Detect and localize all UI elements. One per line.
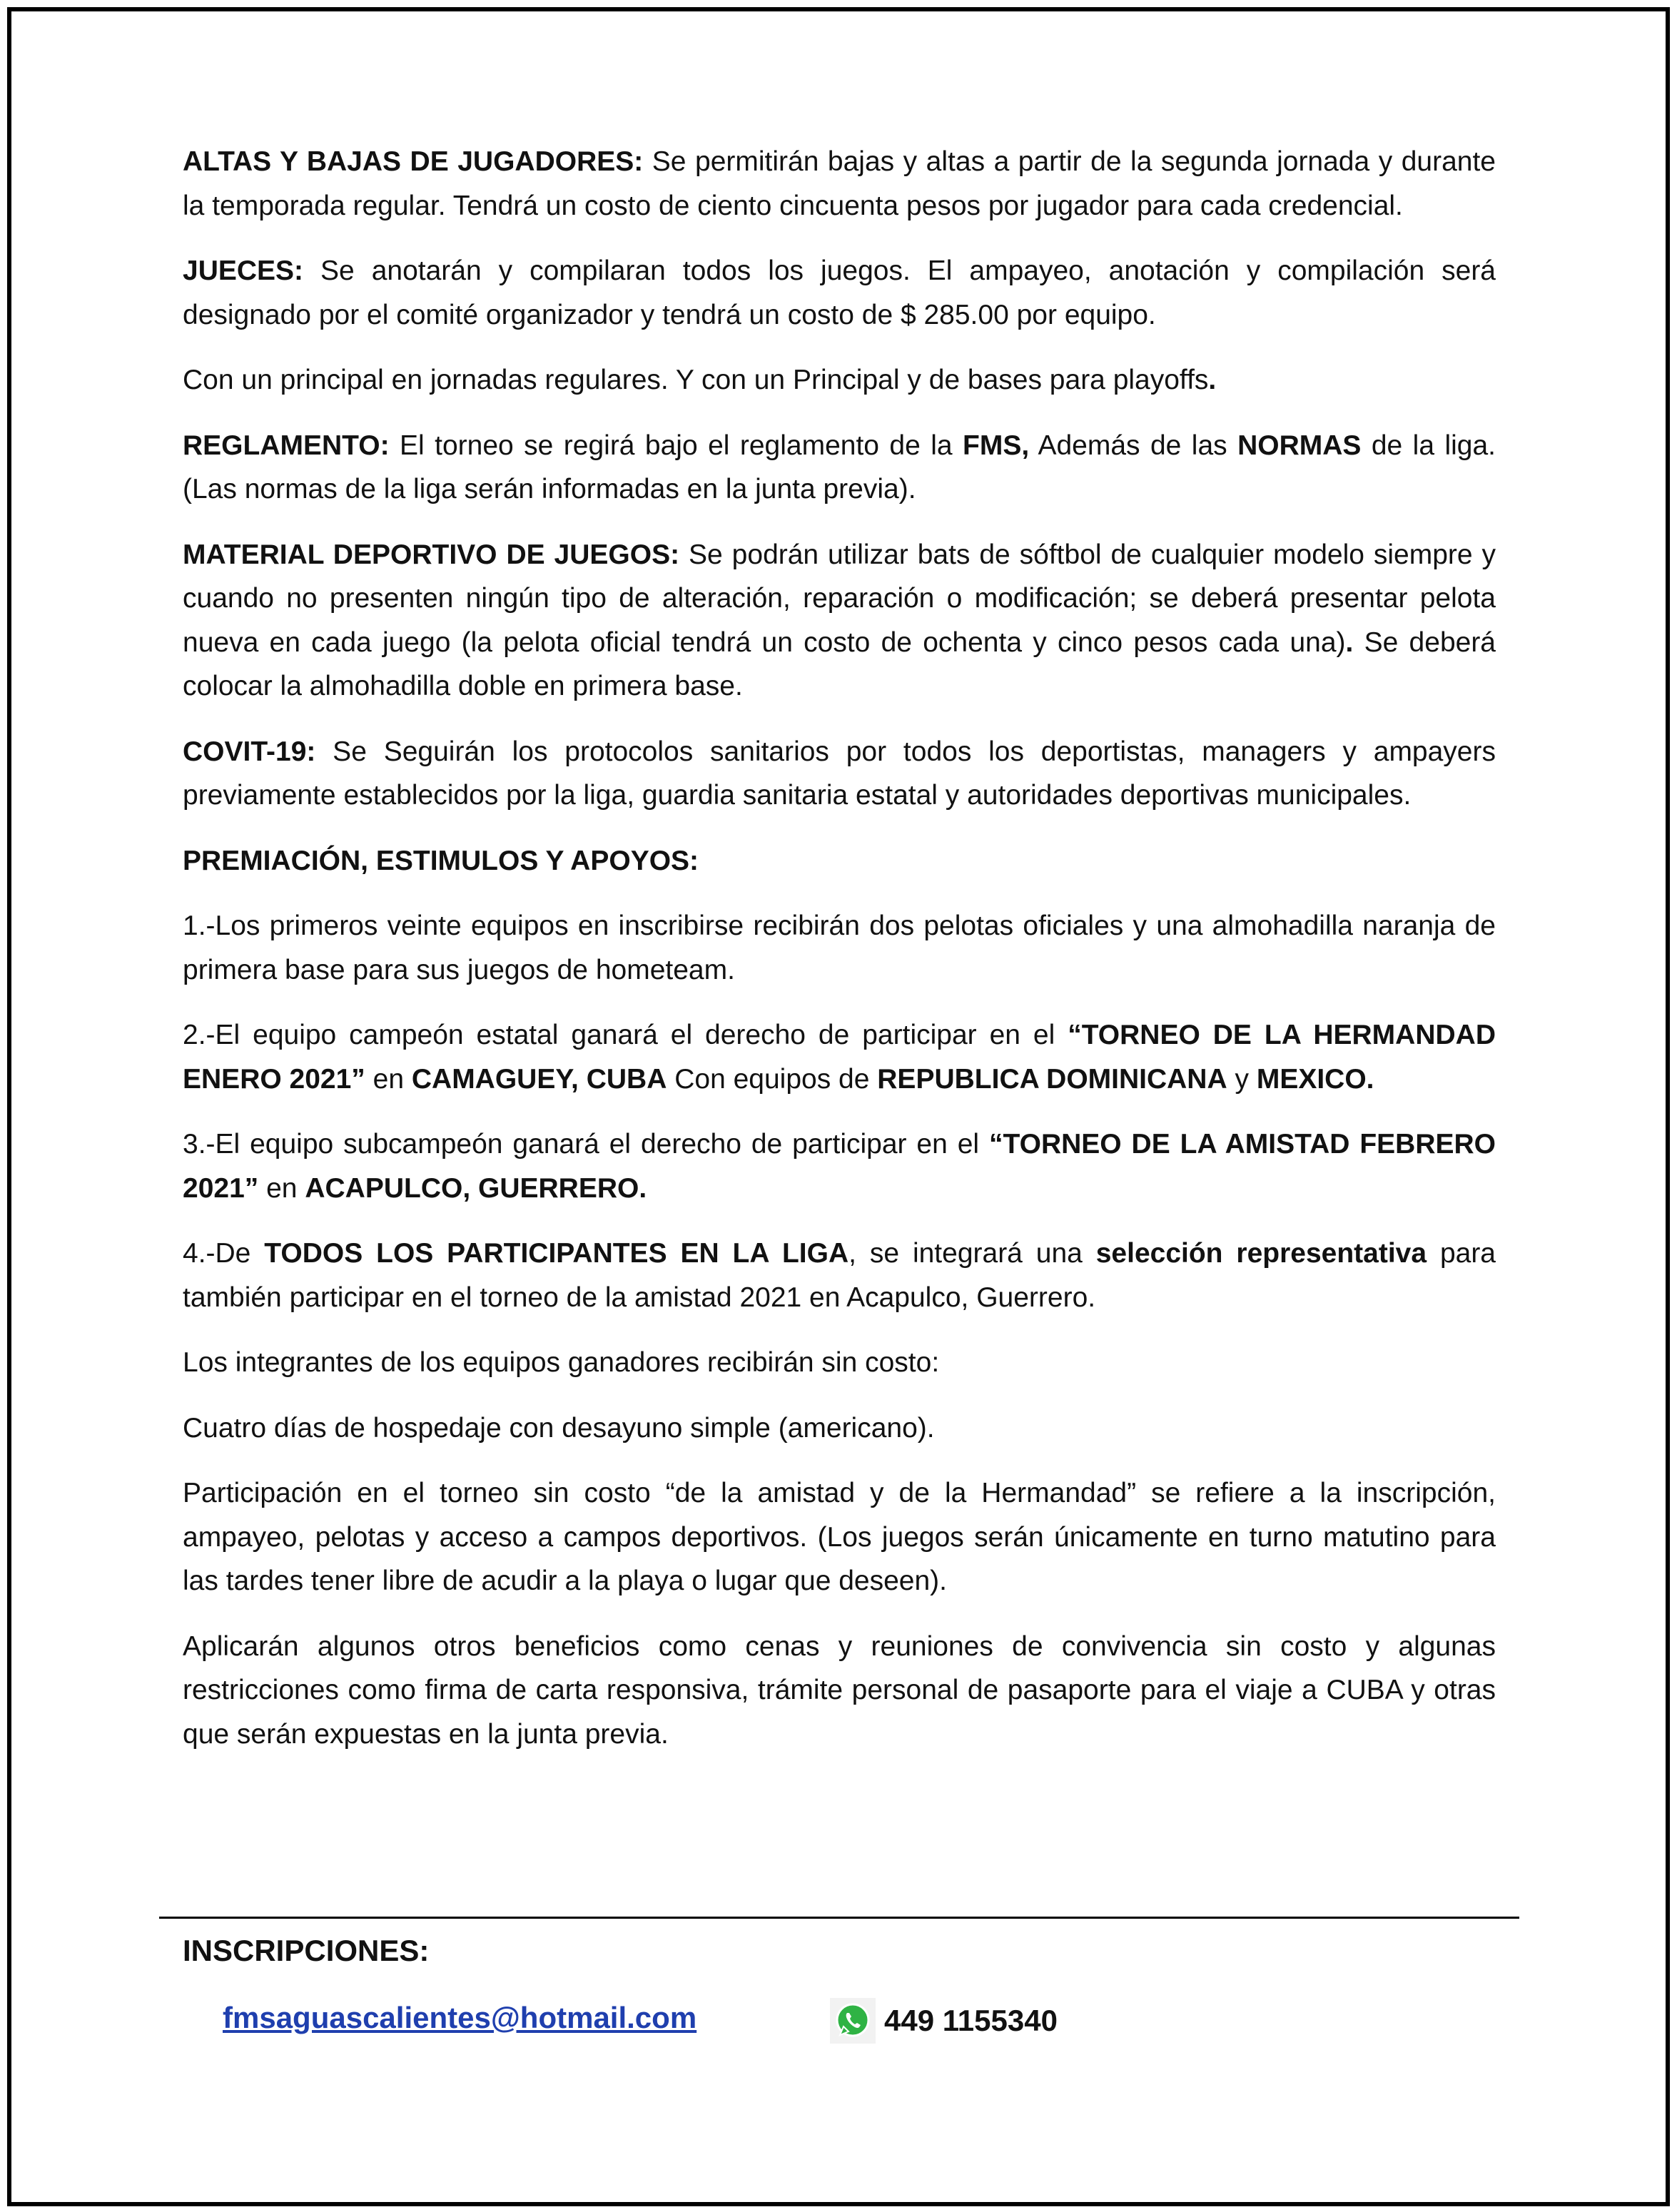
heading-material: MATERIAL DEPORTIVO DE JUEGOS:: [183, 539, 680, 570]
text-reglamento-normas: NORMAS: [1237, 430, 1362, 461]
list-item-1: [183, 904, 1496, 992]
text-item-2-3: Con equipos de: [667, 1063, 878, 1095]
phone-number: 449 1155340: [884, 2004, 1058, 2037]
paragraph-material: [183, 533, 1496, 709]
document-body: [183, 140, 1496, 1777]
text-item-4-1: 4.-De: [183, 1238, 265, 1269]
paragraph-premiacion: [183, 839, 1496, 883]
text-principal: Con un principal en jornadas regulares. Y con un Principal y de bases para playoffs: [183, 365, 1209, 395]
whatsapp-icon-graphic: [833, 2001, 873, 2041]
text-beneficios: Aplicarán algunos otros beneficios como cenas y reuniones de convivencia sin costo y algunas restricciones como firma de carta responsiva, trámite personal de pasaporte para el viaje a CUBA y otras que serán expuestas en la junta previa.: [183, 1630, 1496, 1750]
heading-altas-bajas: ALTAS Y BAJAS DE JUGADORES:: [183, 146, 644, 177]
text-item-2-4: y: [1227, 1063, 1257, 1095]
text-principal-end: .: [1208, 365, 1217, 395]
paragraph-jueces: [183, 249, 1496, 337]
text-reglamento-3: de la liga. (Las normas de la liga serán informadas en la junta previa).: [183, 430, 1496, 504]
text-item-2-mexico: MEXICO.: [1256, 1063, 1374, 1095]
list-item-2: [183, 1013, 1496, 1101]
text-reglamento-fms: FMS,: [963, 430, 1030, 461]
text-item-2-camaguey: CAMAGUEY, CUBA: [411, 1063, 667, 1095]
text-item-4-seleccion: selección representativa: [1095, 1238, 1427, 1269]
text-item-2-torneo: “TORNEO DE LA HERMANDAD ENERO 2021”: [183, 1020, 1496, 1095]
paragraph-integrantes: [183, 1341, 1496, 1385]
heading-covid: COVIT-19:: [183, 736, 316, 767]
heading-premiacion: PREMIACIÓN, ESTIMULOS Y APOYOS:: [183, 845, 699, 876]
text-item-4-3: para también participar en el torneo de la amistad 2021 en Acapulco, Guerrero.: [183, 1238, 1496, 1313]
text-item-2-2: en: [365, 1063, 412, 1095]
text-altas-bajas: Se permitirán bajas y altas a partir de la segunda jornada y durante la temporada regular. Tendrá un costo de ciento cincuenta pesos por jugador para cada credencial.: [183, 146, 1496, 221]
text-item-1: 1.-Los primeros veinte equipos en inscribirse recibirán dos pelotas oficiales y una almohadilla naranja de primera base para sus juegos de hometeam.: [183, 910, 1496, 985]
text-item-3-acapulco: ACAPULCO, GUERRERO.: [305, 1172, 647, 1204]
list-item-3: [183, 1122, 1496, 1210]
text-item-4-todos: TODOS LOS PARTICIPANTES EN LA LIGA: [264, 1238, 849, 1269]
phone-contact: [830, 1998, 1058, 2044]
heading-jueces: JUECES:: [183, 255, 304, 286]
text-item-3-torneo: “TORNEO DE LA AMISTAD FEBRERO 2021”: [183, 1129, 1496, 1204]
text-material-1: Se podrán utilizar bats de sóftbol de cualquier modelo siempre y cuando no presenten ningún tipo de alteración, reparación o modificación; se deberá presentar pelota nueva en cada juego (la pelota oficial tendrá un costo de ochenta y cinco pesos cada una): [183, 539, 1496, 658]
list-item-4: [183, 1232, 1496, 1319]
text-item-4-2: , se integrará una: [848, 1238, 1096, 1269]
paragraph-reglamento: [183, 424, 1496, 512]
text-covid: Se Seguirán los protocolos sanitarios por todos los deportistas, managers y ampayers previamente establecidos por la liga, guardia sanitaria estatal y autoridades deportivas municipales.: [183, 736, 1496, 811]
text-material-2: Se deberá colocar la almohadilla doble en primera base.: [183, 626, 1496, 701]
text-item-3-2: en: [258, 1172, 305, 1204]
text-item-2-1: 2.-El equipo campeón estatal ganará el derecho de participar en el: [183, 1020, 1068, 1050]
footer-divider: [159, 1917, 1519, 1919]
paragraph-covid: [183, 730, 1496, 818]
paragraph-altas-bajas: [183, 140, 1496, 228]
whatsapp-icon: [830, 1998, 876, 2044]
text-jueces: Se anotarán y compilaran todos los juegos. El ampayeo, anotación y compilación será designado por el comité organizador y tendrá un costo de $ 285.00 por equipo.: [183, 255, 1496, 330]
paragraph-principal: [183, 358, 1496, 402]
text-reglamento-1: El torneo se regirá bajo el reglamento de la: [389, 430, 963, 461]
email-link[interactable]: fmsaguascalientes@hotmail.com: [223, 2001, 697, 2034]
text-reglamento-2: Además de las: [1029, 430, 1238, 461]
text-integrantes: Los integrantes de los equipos ganadores recibirán sin costo:: [183, 1347, 940, 1378]
text-participacion: Participación en el torneo sin costo “de la amistad y de la Hermandad” se refiere a la inscripción, ampayeo, pelotas y acceso a campos deportivos. (Los juegos serán únicamente en turno matutino para las tardes tener libre de acudir a la playa o lugar que deseen).: [183, 1478, 1496, 1596]
text-item-3-1: 3.-El equipo subcampeón ganará el derecho de participar en el: [183, 1129, 989, 1160]
heading-reglamento: REGLAMENTO:: [183, 430, 390, 461]
text-material-period: .: [1345, 626, 1354, 658]
paragraph-participacion: [183, 1471, 1496, 1603]
paragraph-beneficios: [183, 1625, 1496, 1757]
text-item-2-republica: REPUBLICA DOMINICANA: [877, 1063, 1227, 1095]
paragraph-hospedaje: [183, 1406, 1496, 1451]
inscripciones-title: INSCRIPCIONES:: [183, 1934, 430, 1967]
text-hospedaje: Cuatro días de hospedaje con desayuno simple (americano).: [183, 1412, 935, 1444]
